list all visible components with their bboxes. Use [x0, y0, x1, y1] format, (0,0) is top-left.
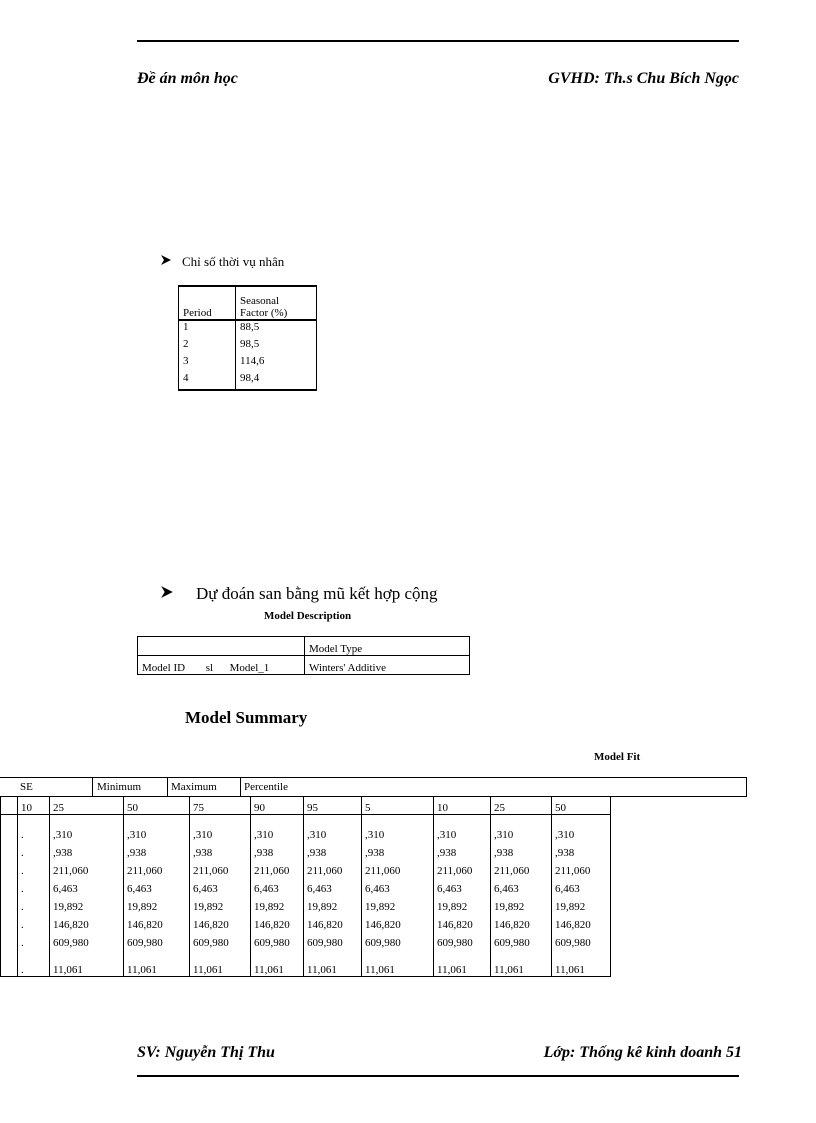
model-fit-cell: 609,980	[362, 931, 434, 949]
model-fit-title: Model Fit	[594, 751, 641, 763]
period-cell: 4	[179, 372, 236, 390]
model-fit-cell: 6,463	[251, 877, 304, 895]
model-fit-row	[1, 931, 611, 949]
model-fit-row	[1, 895, 611, 913]
model-fit-cell: 609,980	[190, 931, 251, 949]
model-fit-cell: 211,060	[434, 859, 491, 877]
model-fit-cell: ,310	[251, 815, 304, 841]
model-fit-cell: .	[18, 895, 50, 913]
model-fit-cell: 19,892	[50, 895, 124, 913]
seasonal-factor-table	[178, 285, 317, 391]
mf-lead-cell	[1, 949, 18, 977]
model-fit-cell: 211,060	[50, 859, 124, 877]
percentile-header: 50	[552, 796, 611, 815]
model-fit-cell: 211,060	[190, 859, 251, 877]
model-fit-cell: 211,060	[362, 859, 434, 877]
model-fit-row	[1, 815, 611, 841]
model-fit-cell: ,938	[124, 841, 190, 859]
model-fit-cell: ,310	[124, 815, 190, 841]
period-cell: 3	[179, 355, 236, 372]
model-fit-cell: .	[18, 877, 50, 895]
md-model-type-header: Model Type	[305, 637, 470, 656]
model-fit-cell: 609,980	[251, 931, 304, 949]
model-fit-cell: ,938	[491, 841, 552, 859]
model-fit-cell: ,310	[50, 815, 124, 841]
mf-lead-cell	[1, 859, 18, 877]
col-factor-header-line2: Factor (%)	[240, 307, 288, 319]
factor-cell: 98,4	[236, 372, 317, 390]
model-fit-row	[1, 859, 611, 877]
seasonal-row	[179, 338, 317, 355]
model-fit-cell: 11,061	[190, 949, 251, 977]
model-fit-row	[1, 949, 611, 977]
model-fit-cell: 146,820	[491, 913, 552, 931]
model-fit-cell: 6,463	[434, 877, 491, 895]
model-fit-row	[1, 913, 611, 931]
header-right: GVHD: Th.s Chu Bích Ngọc	[548, 70, 739, 87]
model-fit-cell: 146,820	[190, 913, 251, 931]
model-fit-cell: ,938	[552, 841, 611, 859]
seasonal-row	[179, 355, 317, 372]
factor-cell: 114,6	[236, 355, 317, 372]
percentile-header: 5	[362, 796, 434, 815]
model-fit-cell: 6,463	[304, 877, 362, 895]
model-fit-top-header	[0, 777, 747, 797]
model-fit-cell: 6,463	[50, 877, 124, 895]
model-fit-cell: 19,892	[251, 895, 304, 913]
percentile-header: 10	[434, 796, 491, 815]
top-header-maximum: Maximum	[171, 781, 217, 793]
model-fit-cell: ,310	[362, 815, 434, 841]
model-fit-cell: 146,820	[304, 913, 362, 931]
section2-title: Dự đoán san bằng mũ kết hợp cộng	[196, 584, 438, 603]
model-fit-cell: ,938	[362, 841, 434, 859]
model-fit-cell: ,938	[50, 841, 124, 859]
footer-right: Lớp: Thống kê kinh doanh 51	[543, 1044, 742, 1061]
percentile-header: 90	[251, 796, 304, 815]
col-period-header: Period	[179, 286, 236, 320]
percentile-header: 50	[124, 796, 190, 815]
model-fit-cell: ,310	[304, 815, 362, 841]
model-fit-cell: 211,060	[491, 859, 552, 877]
mf-lead-cell	[1, 913, 18, 931]
model-fit-cell: 211,060	[552, 859, 611, 877]
model-fit-cell: 19,892	[491, 895, 552, 913]
model-fit-cell: ,938	[251, 841, 304, 859]
factor-cell: 88,5	[236, 320, 317, 338]
model-fit-cell: 19,892	[304, 895, 362, 913]
model-fit-cell: 609,980	[434, 931, 491, 949]
model-fit-cell: 19,892	[124, 895, 190, 913]
model-fit-cell: 211,060	[124, 859, 190, 877]
header-left: Đề án môn học	[137, 70, 238, 87]
model-fit-cell: 11,061	[491, 949, 552, 977]
model-fit-cell: ,310	[552, 815, 611, 841]
model-fit-cell: ,310	[190, 815, 251, 841]
model-fit-cell: 11,061	[304, 949, 362, 977]
model-fit-cell: 11,061	[251, 949, 304, 977]
model-fit-cell: 11,061	[552, 949, 611, 977]
model-fit-cell: .	[18, 841, 50, 859]
md-row-var: sl	[193, 656, 225, 675]
model-fit-cell: 609,980	[304, 931, 362, 949]
col-factor-header-line1: Seasonal	[240, 295, 280, 307]
model-fit-cell: 19,892	[362, 895, 434, 913]
model-fit-row	[1, 841, 611, 859]
model-fit-cell: 19,892	[552, 895, 611, 913]
percentile-header: 25	[50, 796, 124, 815]
model-fit-cell: 11,061	[362, 949, 434, 977]
mf-lead-cell	[1, 815, 18, 841]
md-row-type: Winters' Additive	[305, 656, 470, 675]
footer-rule	[137, 1075, 739, 1077]
model-fit-cell: .	[18, 815, 50, 841]
model-fit-cell: ,938	[434, 841, 491, 859]
mf-lead-cell	[1, 796, 18, 815]
percentile-header: 95	[304, 796, 362, 815]
model-fit-cell: 609,980	[491, 931, 552, 949]
top-header-minimum: Minimum	[97, 781, 142, 793]
section1-bullet	[160, 254, 284, 270]
footer-left: SV: Nguyễn Thị Thu	[137, 1044, 275, 1061]
model-fit-cell: 146,820	[124, 913, 190, 931]
md-row-label: Model ID	[138, 656, 194, 675]
model-fit-cell: 6,463	[552, 877, 611, 895]
arrow-right-icon	[160, 584, 174, 604]
mf-lead-cell	[1, 931, 18, 949]
model-description-title: Model Description	[264, 610, 352, 622]
model-fit-cell: .	[18, 931, 50, 949]
model-fit-cell: .	[18, 913, 50, 931]
model-fit-cell: .	[18, 859, 50, 877]
percentile-header: 75	[190, 796, 251, 815]
model-fit-cell: 609,980	[124, 931, 190, 949]
md-empty-header	[138, 637, 305, 656]
period-cell: 2	[179, 338, 236, 355]
period-cell: 1	[179, 320, 236, 338]
model-fit-cell: ,938	[304, 841, 362, 859]
model-summary-title: Model Summary	[185, 708, 308, 727]
percentile-header: 25	[491, 796, 552, 815]
model-fit-cell: 211,060	[304, 859, 362, 877]
model-fit-cell: 6,463	[190, 877, 251, 895]
section1-title: Chỉ số thời vụ nhân	[182, 254, 285, 269]
arrow-right-icon	[160, 254, 172, 270]
model-fit-cell: ,938	[190, 841, 251, 859]
model-fit-row	[1, 877, 611, 895]
model-fit-cell: 146,820	[251, 913, 304, 931]
model-fit-table	[0, 796, 611, 977]
model-fit-cell: 609,980	[552, 931, 611, 949]
model-fit-cell: 146,820	[434, 913, 491, 931]
mf-lead-cell	[1, 877, 18, 895]
model-fit-cell: 11,061	[124, 949, 190, 977]
top-header-percentile: Percentile	[244, 781, 288, 793]
model-fit-cell: 211,060	[251, 859, 304, 877]
model-fit-cell: ,310	[491, 815, 552, 841]
model-fit-cell: ,310	[434, 815, 491, 841]
model-fit-cell: 11,061	[434, 949, 491, 977]
top-header-se: SE	[20, 781, 33, 793]
percentile-header: 10	[18, 796, 50, 815]
header-rule	[137, 40, 739, 42]
mf-lead-cell	[1, 895, 18, 913]
model-fit-cell: 6,463	[362, 877, 434, 895]
model-fit-cell: 609,980	[50, 931, 124, 949]
section2-bullet	[160, 584, 438, 604]
mf-lead-cell	[1, 841, 18, 859]
factor-cell: 98,5	[236, 338, 317, 355]
md-row-model: Model_1	[226, 656, 305, 675]
model-fit-cell: 146,820	[362, 913, 434, 931]
col-factor-header	[236, 286, 317, 320]
model-fit-cell: 11,061	[50, 949, 124, 977]
model-fit-cell: 6,463	[124, 877, 190, 895]
model-fit-cell: 146,820	[552, 913, 611, 931]
seasonal-row	[179, 372, 317, 390]
seasonal-row	[179, 320, 317, 338]
model-fit-cell: 6,463	[491, 877, 552, 895]
model-description-table	[137, 636, 470, 675]
model-fit-cell: 146,820	[50, 913, 124, 931]
model-fit-cell: 19,892	[434, 895, 491, 913]
model-fit-cell: .	[18, 949, 50, 977]
model-fit-cell: 19,892	[190, 895, 251, 913]
